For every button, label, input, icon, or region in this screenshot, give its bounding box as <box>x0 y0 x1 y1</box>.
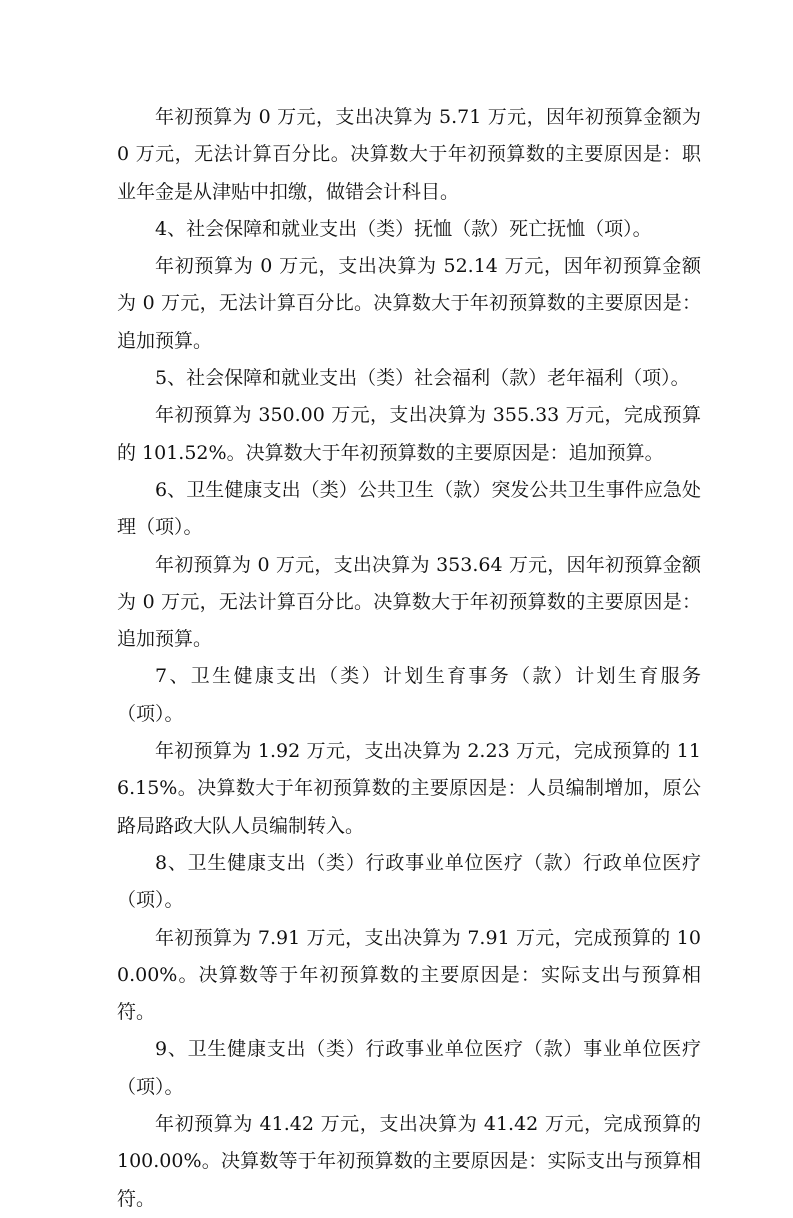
paragraph-budget-6: 年初预算为 0 万元，支出决算为 353.64 万元，因年初预算金额为 0 万元，无法计算百分比。决算数大于年初预算数的主要原因是：追加预算。 <box>117 553 701 651</box>
document-body <box>117 99 701 1218</box>
heading-item-6: 6、卫生健康支出（类）公共卫生（款）突发公共卫生事件应急处理（项）。 <box>117 478 701 539</box>
heading-item-4: 4、社会保障和就业支出（类）抚恤（款）死亡抚恤（项）。 <box>155 217 652 240</box>
paragraph-budget-3: 年初预算为 0 万元，支出决算为 5.71 万元，因年初预算金额为 0 万元，无法计算百分比。决算数大于年初预算数的主要原因是：职业年金是从津贴中扣缴，做错会计科目。 <box>117 106 701 203</box>
paragraph-budget-9: 年初预算为 41.42 万元，支出决算为 41.42 万元，完成预算的 100.00%。决算数等于年初预算数的主要原因是：实际支出与预算相符。 <box>117 1113 701 1210</box>
paragraph-budget-5: 年初预算为 350.00 万元，支出决算为 355.33 万元，完成预算的 101.52%。决算数大于年初预算数的主要原因是：追加预算。 <box>117 404 701 464</box>
heading-item-5: 5、社会保障和就业支出（类）社会福利（款）老年福利（项）。 <box>155 367 690 390</box>
heading-item-9: 9、卫生健康支出（类）行政事业单位医疗（款）事业单位医疗（项）。 <box>117 1038 701 1098</box>
paragraph-budget-8: 年初预算为 7.91 万元，支出决算为 7.91 万元，完成预算的 100.00%。决算数等于年初预算数的主要原因是：实际支出与预算相符。 <box>117 926 701 1024</box>
paragraph-budget-7: 年初预算为 1.92 万元，支出决算为 2.23 万元，完成预算的 116.15%。决算数大于年初预算数的主要原因是：人员编制增加，原公路局路政大队人员编制转入。 <box>117 740 701 837</box>
heading-item-8: 8、卫生健康支出（类）行政事业单位医疗（款）行政单位医疗（项）。 <box>117 851 701 912</box>
paragraph-budget-4: 年初预算为 0 万元，支出决算为 52.14 万元，因年初预算金额为 0 万元，无法计算百分比。决算数大于年初预算数的主要原因是：追加预算。 <box>117 255 701 352</box>
heading-item-7: 7、卫生健康支出（类）计划生育事务（款）计划生育服务（项）。 <box>117 665 701 725</box>
